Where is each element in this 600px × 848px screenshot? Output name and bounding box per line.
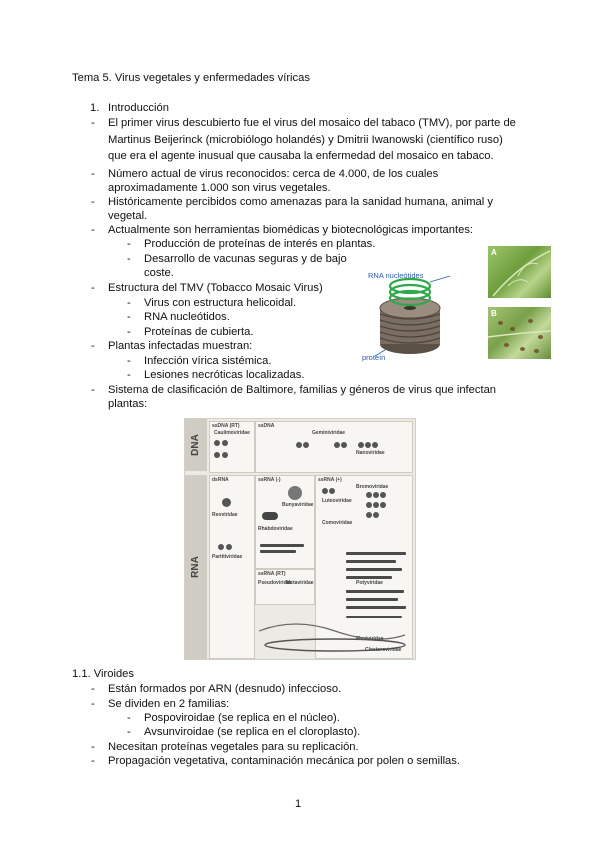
bullet-text: Sistema de clasificación de Baltimore, familias y géneros de virus que infectan [108,384,497,396]
cell-dsrna: dsRNA Reoviridae Partitiviridae [209,475,255,659]
rna-label: RNA nucleótides [368,271,424,280]
sub-bullet-text: Virus con estructura helicoidal. [144,297,297,309]
sub-bullet-dash: - [127,355,131,367]
bullet-text: Estructura del TMV (Tobacco Mosaic Virus) [108,282,323,294]
section-heading: Introducción [108,102,169,114]
cell-ssdna-rt: ssDNA (RT) Caulimoviridae [209,421,255,473]
subsection-heading: 1.1. Viroides [72,668,134,680]
photo-label: B [491,309,497,318]
bullet-dash: - [91,282,95,294]
bullet-text: Actualmente son herramientas biomédicas y biotecnológicas importantes: [108,224,474,236]
sub-bullet-dash: - [127,726,131,738]
bullet-text: Se dividen en 2 familias: [108,698,230,710]
bullet-dash: - [91,224,95,236]
bullet-text: Plantas infectadas muestran: [108,340,253,352]
bullet-text: aproximadamente 1.000 son virus vegetales. [108,182,331,194]
bullet-text: vegetal. [108,210,148,222]
bullet-text: Históricamente percibidos como amenazas para la sanidad humana, animal y [108,196,493,208]
bullet-dash: - [91,755,95,767]
photo-label: A [491,248,497,257]
bullet-text: Están formados por ARN (desnudo) infeccioso. [108,683,342,695]
bullet-dash: - [91,196,95,208]
infected-leaf-photo-a [488,246,551,298]
sub-bullet-text: Desarrollo de vacunas seguras y de bajo [144,253,347,265]
bullet-text: que era el agente inusual que causaba la enfermedad del mosaico en tabaco. [108,150,494,162]
bullet-dash: - [91,168,95,180]
tmv-structure-figure [360,268,485,368]
sub-bullet-dash: - [127,238,131,250]
sub-bullet-text: Producción de proteínas de interés en plantas. [144,238,376,250]
sub-bullet-text: Avsunviroidae (se replica en el cloroplasto). [144,726,361,738]
sub-bullet-text: Proteínas de cubierta. [144,326,254,338]
sub-bullet-text: Pospoviroidae (se replica en el núcleo). [144,712,340,724]
sub-bullet-text: RNA nucleótidos. [144,311,230,323]
sub-bullet-text: Lesiones necróticas localizadas. [144,369,305,381]
bullet-text: Propagación vegetativa, contaminación mecánica por polen o semillas. [108,755,460,767]
bullet-dash: - [91,384,95,396]
bullet-text: Número actual de virus reconocidos: cerca de 4.000, de los cuales [108,168,439,180]
sub-bullet-text: coste. [144,267,174,279]
sub-bullet-dash: - [127,712,131,724]
bullet-text: Necesitan proteínas vegetales para su replicación. [108,741,359,753]
bullet-dash: - [91,340,95,352]
section-number: 1. [90,102,100,114]
bullet-dash: - [91,741,95,753]
bullet-text: El primer virus descubierto fue el virus del mosaico del tabaco (TMV), por parte de [108,117,516,129]
bullet-dash: - [91,683,95,695]
rna-label: RNA [185,475,207,659]
page-title: Tema 5. Virus vegetales y enfermedades víricas [72,72,310,84]
sub-bullet-dash: - [127,326,131,338]
infected-leaf-photo-b [488,307,551,359]
protein-label: proteín [362,353,386,362]
cell-ssdna: ssDNA Geminiviridae Nanoviridae [255,421,413,473]
sub-bullet-dash: - [127,253,131,265]
bullet-dash: - [91,698,95,710]
sub-bullet-dash: - [127,297,131,309]
bullet-text: plantas: [108,398,148,410]
cell-ssrna-rt: ssRNA (RT) Pseudoviridae Metaviridae [255,569,315,605]
baltimore-classification-figure: DNA RNA ssDNA (RT) Caulimoviridae ssDNA Geminiviridae Nanoviridae dsRNA Reoviridae Partitiviridae ssRNA (-) Bunyaviridae Rhabdoviridae ssRNA (+) Bromoviridae Luteoviridae Comoviridae Potyviridae Flexiviridae ssRNA (RT) Pseudoviridae Metaviridae Closteroviridae [184,418,416,660]
page-number: 1 [295,798,302,810]
sub-bullet-text: Infección vírica sistémica. [144,355,272,367]
bullet-text: Martinus Beijerinck (microbiólogo holandés) y Dmitrii Iwanowski (científico ruso) [108,134,503,146]
cell-ssrna-pos: ssRNA (+) Bromoviridae Luteoviridae Comoviridae Potyviridae Flexiviridae [315,475,413,659]
dna-label: DNA [185,419,207,471]
bullet-dash: - [91,117,95,129]
sub-bullet-dash: - [127,311,131,323]
cell-ssrna-neg: ssRNA (-) Bunyaviridae Rhabdoviridae [255,475,315,569]
sub-bullet-dash: - [127,369,131,381]
